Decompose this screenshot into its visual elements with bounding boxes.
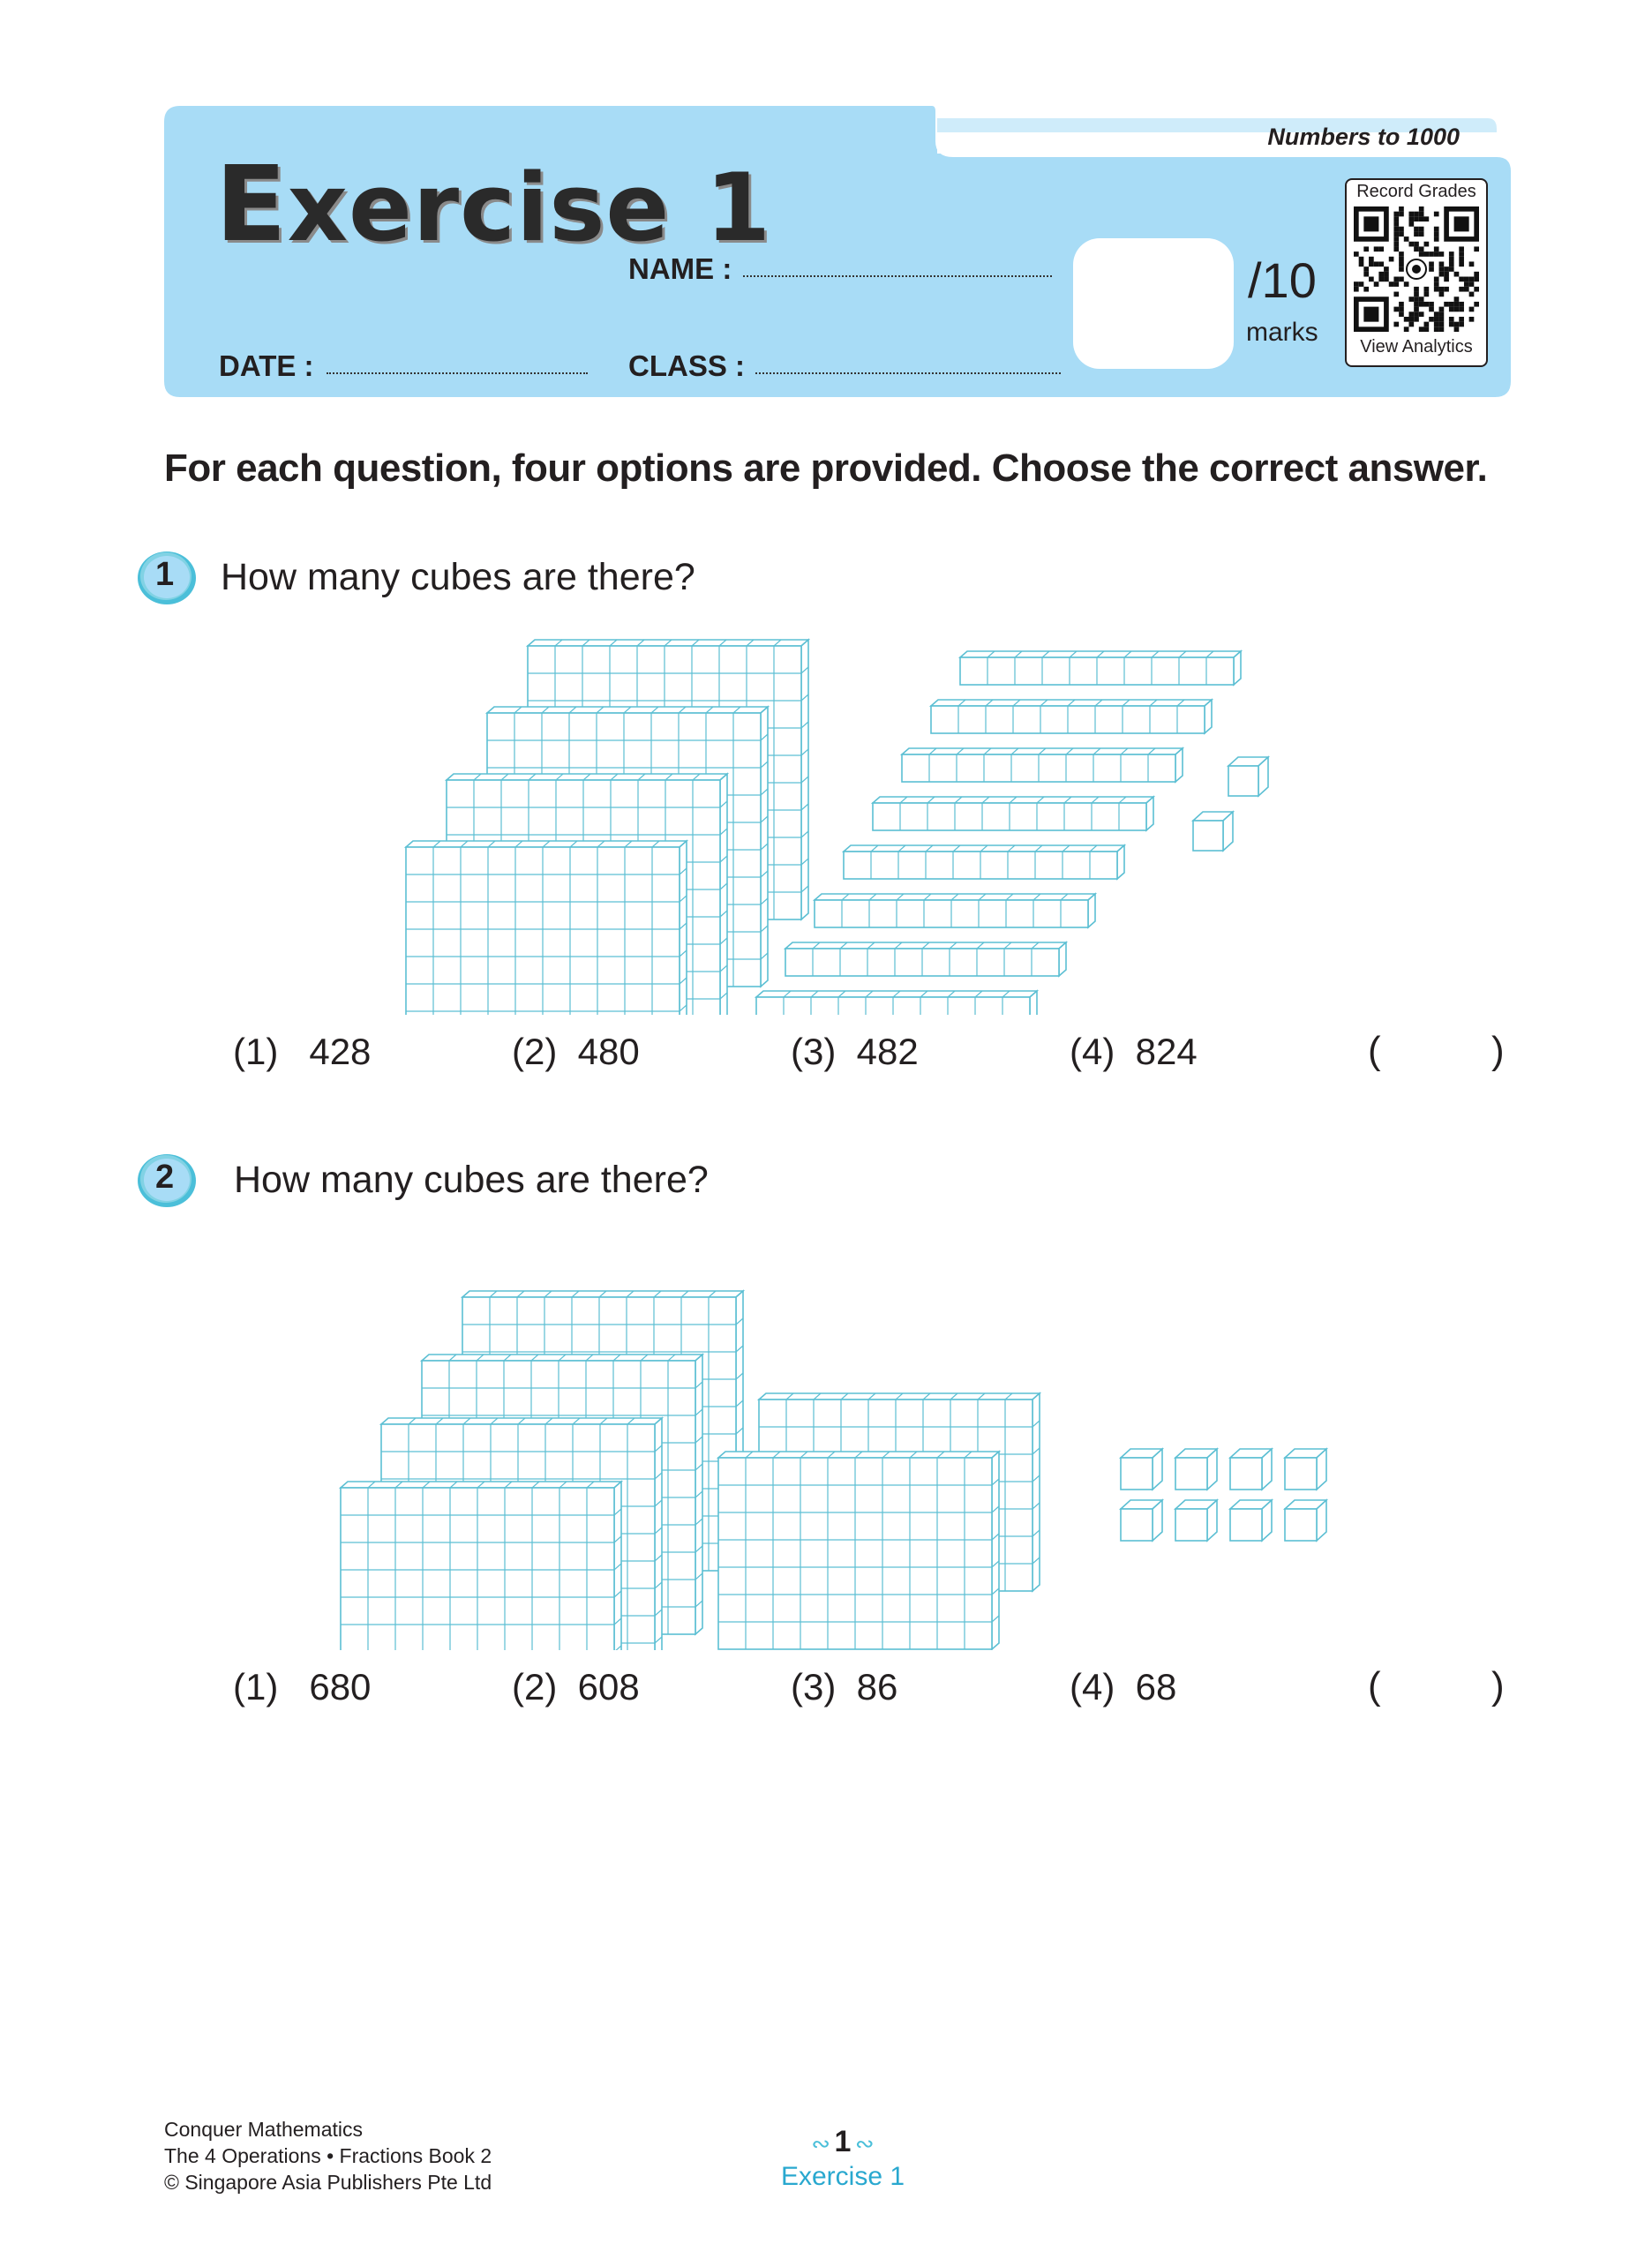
question-1-answer-close: ) — [1491, 1029, 1505, 1072]
question-2-answer-open: ( — [1368, 1664, 1381, 1707]
score-unit: marks — [1246, 318, 1318, 347]
name-field[interactable] — [743, 275, 1052, 277]
one-cube — [1228, 757, 1268, 796]
qr-view-analytics-label: View Analytics — [1360, 337, 1473, 356]
footer-section-label: Exercise 1 — [780, 2162, 905, 2191]
one-cube — [1121, 1449, 1162, 1490]
header-banner — [164, 106, 1511, 397]
one-cube — [1121, 1500, 1162, 1541]
exercise-title-rest: xercise — [287, 154, 671, 262]
question-1-option-1[interactable]: (1) 428 — [233, 1031, 372, 1072]
hundred-flat — [406, 841, 687, 1015]
footer-page-number: 1 — [834, 2125, 852, 2158]
one-cube — [1175, 1500, 1217, 1541]
qr-code-icon — [1354, 206, 1479, 332]
topic-label: Numbers to 1000 — [1267, 124, 1460, 150]
swirl-right-icon: ∾ — [854, 2130, 875, 2157]
one-cube — [1285, 1500, 1326, 1541]
question-2-answer-close: ) — [1491, 1664, 1505, 1707]
question-1-option-2[interactable]: (2) 480 — [512, 1031, 640, 1072]
question-2-text: How many cubes are there? — [234, 1159, 709, 1201]
ten-rod — [902, 748, 1183, 782]
question-2-option-4[interactable]: (4) 68 — [1070, 1666, 1177, 1707]
date-label: DATE : — [219, 349, 314, 382]
name-label: NAME : — [628, 252, 732, 285]
ten-rod — [873, 797, 1153, 830]
question-1-number: 1 — [155, 556, 175, 593]
ten-rod — [756, 991, 1037, 1015]
question-2-option-1[interactable]: (1) 680 — [233, 1666, 372, 1707]
question-1-option-3[interactable]: (3) 482 — [791, 1031, 919, 1072]
ten-rod — [844, 845, 1124, 879]
question-2-number: 2 — [155, 1159, 175, 1196]
score-total: /10 — [1248, 252, 1317, 308]
ten-rod — [960, 651, 1241, 685]
exercise-title — [215, 143, 771, 265]
question-1-answer-open: ( — [1368, 1029, 1381, 1072]
question-1-option-4[interactable]: (4) 824 — [1070, 1031, 1198, 1072]
question-1-text: How many cubes are there? — [221, 556, 695, 598]
exercise-title-initial: E — [215, 143, 288, 265]
qr-code-panel[interactable] — [1345, 178, 1488, 367]
question-2-option-3[interactable]: (3) 86 — [791, 1666, 898, 1707]
one-cube — [1175, 1449, 1217, 1490]
question-1-base-ten-blocks — [388, 618, 1297, 1015]
question-2-base-ten-blocks — [327, 1262, 1385, 1650]
class-field[interactable] — [755, 372, 1061, 374]
date-field[interactable] — [327, 372, 588, 374]
class-label: CLASS : — [628, 349, 745, 382]
footer-book-line-1: Conquer Mathematics — [164, 2118, 363, 2141]
footer-book-line-3: © Singapore Asia Publishers Pte Ltd — [164, 2171, 492, 2194]
footer-page-number-group — [777, 2125, 909, 2159]
one-cube — [1230, 1500, 1272, 1541]
hundred-flat — [341, 1482, 621, 1650]
one-cube — [1193, 812, 1233, 851]
footer-book-info — [164, 2116, 492, 2195]
ten-rod — [785, 942, 1066, 976]
exercise-number: 1 — [705, 154, 772, 262]
footer-book-line-2: The 4 Operations • Fractions Book 2 — [164, 2144, 492, 2167]
one-cube — [1230, 1449, 1272, 1490]
ten-rod — [931, 700, 1212, 733]
question-2-option-2[interactable]: (2) 608 — [512, 1666, 640, 1707]
ten-rod — [815, 894, 1095, 927]
qr-record-grades-label: Record Grades — [1356, 182, 1476, 201]
one-cube — [1285, 1449, 1326, 1490]
instruction-text: For each question, four options are provided. Choose the correct answer. — [164, 447, 1488, 490]
hundred-flat — [718, 1452, 999, 1649]
score-box[interactable] — [1073, 238, 1234, 369]
swirl-left-icon: ∾ — [811, 2130, 831, 2157]
